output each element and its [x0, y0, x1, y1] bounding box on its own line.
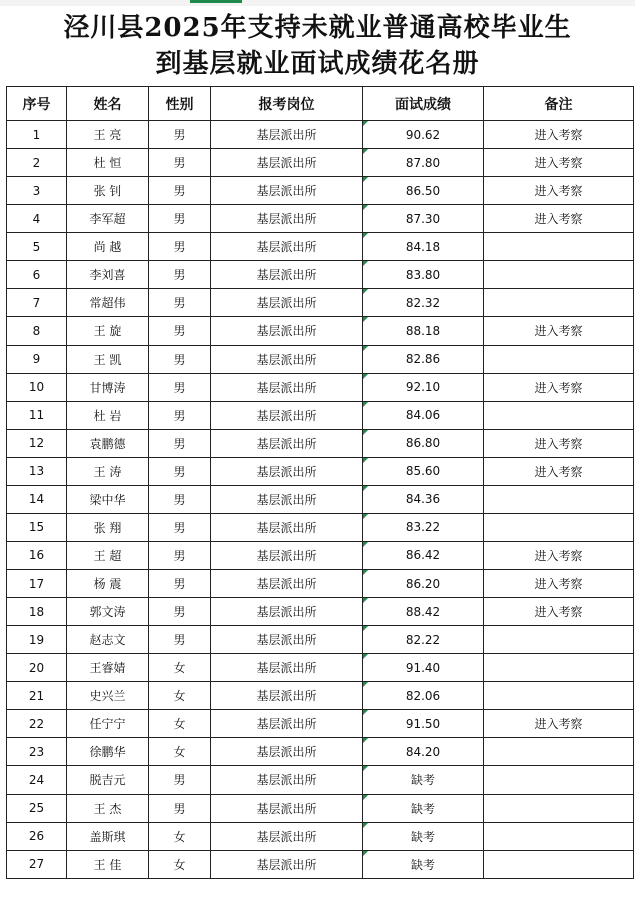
cell-score[interactable]: 87.80 — [363, 149, 484, 177]
table-row — [7, 513, 634, 541]
cell-score[interactable]: 84.36 — [363, 485, 484, 513]
cell-position[interactable]: 基层派出所 — [211, 654, 363, 682]
cell-name[interactable]: 脱吉元 — [67, 766, 149, 794]
cell-score[interactable]: 88.18 — [363, 317, 484, 345]
cell-gender[interactable]: 男 — [149, 513, 211, 541]
header-index[interactable]: 序号 — [7, 87, 67, 121]
cell-name[interactable]: 王 超 — [67, 541, 149, 569]
cell-gender[interactable]: 男 — [149, 345, 211, 373]
title-line-1: 泾川县2025年支持未就业普通高校毕业生 — [63, 13, 572, 43]
cell-index[interactable]: 10 — [7, 373, 67, 401]
table-row — [7, 738, 634, 766]
cell-index[interactable]: 15 — [7, 513, 67, 541]
table-row — [7, 261, 634, 289]
cell-gender[interactable]: 男 — [149, 261, 211, 289]
cell-position[interactable]: 基层派出所 — [211, 682, 363, 710]
cell-position[interactable]: 基层派出所 — [211, 738, 363, 766]
cell-index[interactable]: 8 — [7, 317, 67, 345]
header-remark[interactable]: 备注 — [484, 87, 634, 121]
cell-remark[interactable]: 进入考察 — [484, 205, 634, 233]
cell-gender[interactable]: 男 — [149, 598, 211, 626]
cell-name[interactable]: 盖斯琪 — [67, 822, 149, 850]
cell-index[interactable]: 7 — [7, 289, 67, 317]
table-row — [7, 317, 634, 345]
cell-remark[interactable]: 进入考察 — [484, 457, 634, 485]
cell-score[interactable]: 86.42 — [363, 541, 484, 569]
cell-position[interactable]: 基层派出所 — [211, 205, 363, 233]
cell-remark[interactable]: 进入考察 — [484, 710, 634, 738]
cell-remark[interactable] — [484, 345, 634, 373]
table-row — [7, 457, 634, 485]
cell-index[interactable]: 4 — [7, 205, 67, 233]
cell-position[interactable]: 基层派出所 — [211, 710, 363, 738]
cell-gender[interactable]: 女 — [149, 738, 211, 766]
cell-score[interactable]: 85.60 — [363, 457, 484, 485]
table-row — [7, 850, 634, 878]
cell-position[interactable]: 基层派出所 — [211, 149, 363, 177]
cell-score[interactable]: 88.42 — [363, 598, 484, 626]
cell-index[interactable]: 18 — [7, 598, 67, 626]
cell-name[interactable]: 杜 岩 — [67, 401, 149, 429]
table-row — [7, 289, 634, 317]
cell-position[interactable]: 基层派出所 — [211, 485, 363, 513]
cell-index[interactable]: 3 — [7, 177, 67, 205]
cell-score[interactable]: 83.22 — [363, 513, 484, 541]
cell-name[interactable]: 王睿婧 — [67, 654, 149, 682]
cell-gender[interactable]: 男 — [149, 317, 211, 345]
cell-name[interactable]: 李军超 — [67, 205, 149, 233]
cell-position[interactable]: 基层派出所 — [211, 317, 363, 345]
active-sheet-indicator — [190, 0, 242, 3]
cell-score[interactable]: 缺考 — [363, 766, 484, 794]
cell-remark[interactable] — [484, 794, 634, 822]
cell-index[interactable]: 23 — [7, 738, 67, 766]
cell-index[interactable]: 6 — [7, 261, 67, 289]
cell-remark[interactable] — [484, 485, 634, 513]
cell-name[interactable]: 赵志文 — [67, 626, 149, 654]
cell-gender[interactable]: 男 — [149, 401, 211, 429]
cell-score[interactable]: 82.32 — [363, 289, 484, 317]
cell-score[interactable]: 84.06 — [363, 401, 484, 429]
table-row — [7, 766, 634, 794]
cell-gender[interactable]: 男 — [149, 485, 211, 513]
cell-name[interactable]: 张 翔 — [67, 513, 149, 541]
cell-remark[interactable]: 进入考察 — [484, 149, 634, 177]
cell-index[interactable]: 22 — [7, 710, 67, 738]
cell-remark[interactable] — [484, 289, 634, 317]
cell-index[interactable]: 25 — [7, 794, 67, 822]
cell-index[interactable]: 5 — [7, 233, 67, 261]
cell-name[interactable]: 甘博涛 — [67, 373, 149, 401]
cell-name[interactable]: 任宁宁 — [67, 710, 149, 738]
cell-score[interactable]: 86.80 — [363, 429, 484, 457]
cell-remark[interactable] — [484, 261, 634, 289]
cell-position[interactable]: 基层派出所 — [211, 513, 363, 541]
cell-remark[interactable] — [484, 682, 634, 710]
cell-index[interactable]: 24 — [7, 766, 67, 794]
cell-index[interactable]: 14 — [7, 485, 67, 513]
header-gender[interactable]: 性别 — [149, 87, 211, 121]
cell-position[interactable]: 基层派出所 — [211, 794, 363, 822]
table-row — [7, 345, 634, 373]
table-row — [7, 233, 634, 261]
cell-score[interactable]: 86.50 — [363, 177, 484, 205]
cell-score[interactable]: 90.62 — [363, 121, 484, 149]
cell-name[interactable]: 王 佳 — [67, 850, 149, 878]
cell-index[interactable]: 16 — [7, 541, 67, 569]
cell-position[interactable]: 基层派出所 — [211, 233, 363, 261]
cell-score[interactable]: 缺考 — [363, 850, 484, 878]
cell-index[interactable]: 13 — [7, 457, 67, 485]
cell-remark[interactable] — [484, 654, 634, 682]
table-row — [7, 710, 634, 738]
cell-index[interactable]: 17 — [7, 570, 67, 598]
cell-name[interactable]: 杜 恒 — [67, 149, 149, 177]
cell-score[interactable]: 92.10 — [363, 373, 484, 401]
cell-position[interactable]: 基层派出所 — [211, 345, 363, 373]
cell-score[interactable]: 82.22 — [363, 626, 484, 654]
table-row — [7, 401, 634, 429]
cell-gender[interactable]: 男 — [149, 177, 211, 205]
sheet-bottom-area — [0, 880, 635, 910]
cell-gender[interactable]: 男 — [149, 233, 211, 261]
sheet-top-bar — [0, 0, 635, 6]
cell-name[interactable]: 常超伟 — [67, 289, 149, 317]
cell-remark[interactable] — [484, 766, 634, 794]
cell-remark[interactable] — [484, 850, 634, 878]
cell-remark[interactable] — [484, 401, 634, 429]
cell-position[interactable]: 基层派出所 — [211, 766, 363, 794]
cell-remark[interactable]: 进入考察 — [484, 541, 634, 569]
cell-gender[interactable]: 男 — [149, 626, 211, 654]
cell-position[interactable]: 基层派出所 — [211, 598, 363, 626]
cell-name[interactable]: 郭文涛 — [67, 598, 149, 626]
cell-gender[interactable]: 男 — [149, 794, 211, 822]
cell-position[interactable]: 基层派出所 — [211, 261, 363, 289]
table-row — [7, 485, 634, 513]
cell-gender[interactable]: 男 — [149, 457, 211, 485]
cell-gender[interactable]: 女 — [149, 822, 211, 850]
cell-gender[interactable]: 男 — [149, 766, 211, 794]
table-row — [7, 149, 634, 177]
cell-remark[interactable] — [484, 513, 634, 541]
cell-name[interactable]: 王 旋 — [67, 317, 149, 345]
table-body — [7, 121, 634, 879]
cell-score[interactable]: 84.18 — [363, 233, 484, 261]
cell-gender[interactable]: 男 — [149, 121, 211, 149]
cell-name[interactable]: 李刘喜 — [67, 261, 149, 289]
cell-gender[interactable]: 男 — [149, 570, 211, 598]
cell-score[interactable]: 86.20 — [363, 570, 484, 598]
cell-remark[interactable]: 进入考察 — [484, 373, 634, 401]
table-row — [7, 626, 634, 654]
table-row — [7, 654, 634, 682]
cell-gender[interactable]: 女 — [149, 710, 211, 738]
table-row — [7, 794, 634, 822]
table-row — [7, 429, 634, 457]
cell-index[interactable]: 9 — [7, 345, 67, 373]
cell-name[interactable]: 袁鹏德 — [67, 429, 149, 457]
cell-name[interactable]: 王 亮 — [67, 121, 149, 149]
cell-remark[interactable] — [484, 822, 634, 850]
cell-name[interactable]: 王 涛 — [67, 457, 149, 485]
cell-position[interactable]: 基层派出所 — [211, 429, 363, 457]
cell-position[interactable]: 基层派出所 — [211, 401, 363, 429]
cell-position[interactable]: 基层派出所 — [211, 289, 363, 317]
cell-score[interactable]: 83.80 — [363, 261, 484, 289]
cell-remark[interactable]: 进入考察 — [484, 177, 634, 205]
cell-gender[interactable]: 女 — [149, 682, 211, 710]
cell-index[interactable]: 19 — [7, 626, 67, 654]
table-row — [7, 598, 634, 626]
cell-name[interactable]: 王 杰 — [67, 794, 149, 822]
cell-index[interactable]: 20 — [7, 654, 67, 682]
cell-gender[interactable]: 男 — [149, 373, 211, 401]
cell-index[interactable]: 1 — [7, 121, 67, 149]
table-row — [7, 205, 634, 233]
cell-remark[interactable] — [484, 233, 634, 261]
cell-index[interactable]: 12 — [7, 429, 67, 457]
table-row — [7, 121, 634, 149]
cell-gender[interactable]: 男 — [149, 429, 211, 457]
table-row — [7, 541, 634, 569]
cell-gender[interactable]: 女 — [149, 850, 211, 878]
table-row — [7, 373, 634, 401]
cell-gender[interactable]: 男 — [149, 149, 211, 177]
table-row — [7, 682, 634, 710]
header-name[interactable]: 姓名 — [67, 87, 149, 121]
document-title — [0, 10, 635, 82]
cell-score[interactable]: 82.06 — [363, 682, 484, 710]
title-line-2: 到基层就业面试成绩花名册 — [155, 49, 480, 79]
cell-score[interactable]: 84.20 — [363, 738, 484, 766]
cell-position[interactable]: 基层派出所 — [211, 850, 363, 878]
cell-name[interactable]: 梁中华 — [67, 485, 149, 513]
interview-score-table — [6, 86, 634, 879]
header-position[interactable]: 报考岗位 — [211, 87, 363, 121]
cell-name[interactable]: 徐鹏华 — [67, 738, 149, 766]
cell-position[interactable]: 基层派出所 — [211, 541, 363, 569]
cell-position[interactable]: 基层派出所 — [211, 570, 363, 598]
cell-score[interactable]: 91.40 — [363, 654, 484, 682]
cell-index[interactable]: 11 — [7, 401, 67, 429]
cell-index[interactable]: 21 — [7, 682, 67, 710]
table-row — [7, 570, 634, 598]
cell-position[interactable]: 基层派出所 — [211, 177, 363, 205]
cell-index[interactable]: 27 — [7, 850, 67, 878]
cell-remark[interactable]: 进入考察 — [484, 317, 634, 345]
cell-position[interactable]: 基层派出所 — [211, 822, 363, 850]
table-row — [7, 177, 634, 205]
cell-remark[interactable]: 进入考察 — [484, 121, 634, 149]
cell-gender[interactable]: 男 — [149, 205, 211, 233]
cell-score[interactable]: 91.50 — [363, 710, 484, 738]
cell-gender[interactable]: 男 — [149, 289, 211, 317]
cell-position[interactable]: 基层派出所 — [211, 457, 363, 485]
cell-score[interactable]: 87.30 — [363, 205, 484, 233]
cell-remark[interactable] — [484, 738, 634, 766]
cell-index[interactable]: 26 — [7, 822, 67, 850]
cell-gender[interactable]: 女 — [149, 654, 211, 682]
cell-gender[interactable]: 男 — [149, 541, 211, 569]
cell-position[interactable]: 基层派出所 — [211, 626, 363, 654]
cell-score[interactable]: 82.86 — [363, 345, 484, 373]
cell-remark[interactable]: 进入考察 — [484, 570, 634, 598]
cell-position[interactable]: 基层派出所 — [211, 373, 363, 401]
cell-name[interactable]: 杨 震 — [67, 570, 149, 598]
cell-name[interactable]: 尚 越 — [67, 233, 149, 261]
cell-remark[interactable] — [484, 626, 634, 654]
cell-name[interactable]: 王 凯 — [67, 345, 149, 373]
cell-name[interactable]: 张 钊 — [67, 177, 149, 205]
cell-remark[interactable]: 进入考察 — [484, 598, 634, 626]
table-header-row — [7, 87, 634, 121]
cell-score[interactable]: 缺考 — [363, 822, 484, 850]
header-score[interactable]: 面试成绩 — [363, 87, 484, 121]
cell-remark[interactable]: 进入考察 — [484, 429, 634, 457]
cell-position[interactable]: 基层派出所 — [211, 121, 363, 149]
cell-index[interactable]: 2 — [7, 149, 67, 177]
cell-name[interactable]: 史兴兰 — [67, 682, 149, 710]
table-row — [7, 822, 634, 850]
cell-score[interactable]: 缺考 — [363, 794, 484, 822]
